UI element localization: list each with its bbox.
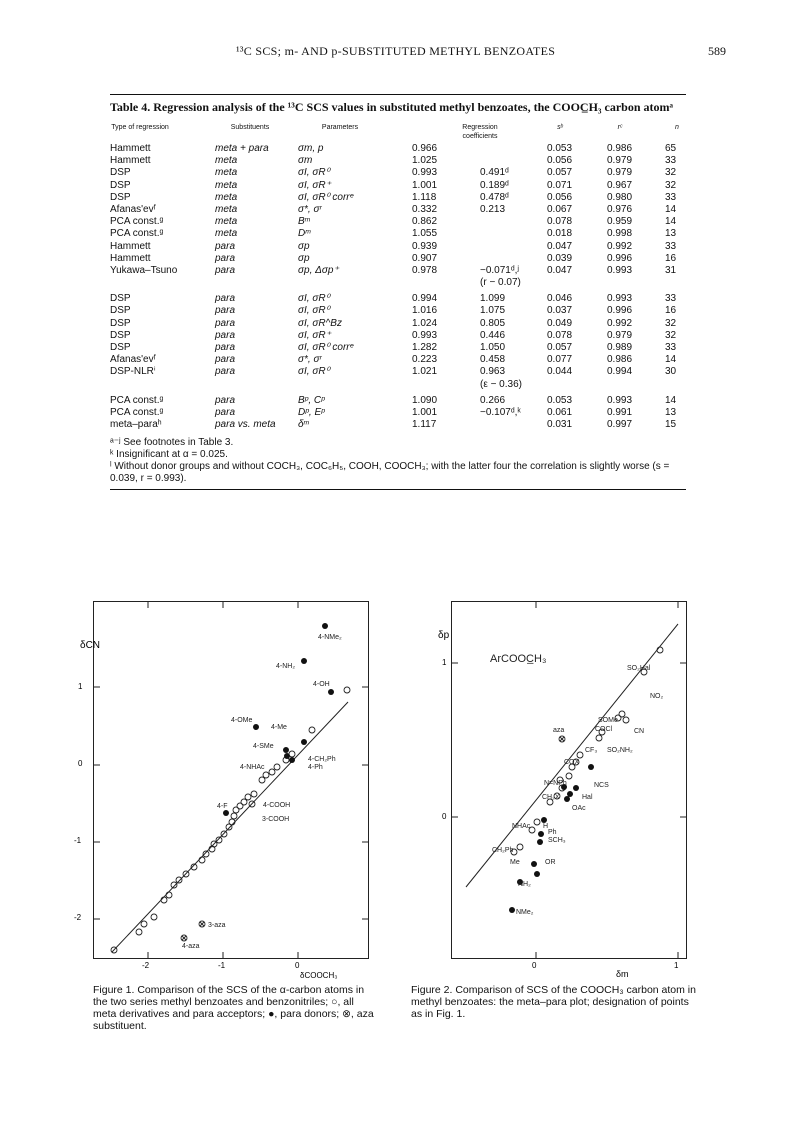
cell-s: 0.057 (547, 342, 573, 353)
cell-r: 0.993 (607, 394, 633, 406)
cell-n: 33 (665, 342, 677, 353)
point-label: 4-Me (271, 724, 287, 731)
cell-parameters: σI, σR⁰ (298, 366, 330, 378)
cell-parameters: σI, σR⁰ (298, 293, 330, 305)
cell-type: Afanas'evᶠ (110, 354, 156, 366)
header-substituents: Substituents (230, 124, 270, 131)
point-label: NHAc (512, 823, 531, 830)
cell-parameters: σp (298, 252, 310, 264)
table-footnotes (110, 437, 686, 485)
cell-coef-2: 0.189ᵈ (480, 179, 509, 191)
header-r: rᶜ (617, 124, 623, 131)
cell-r: 0.979 (607, 167, 633, 179)
header-type: Type of regression (111, 124, 169, 131)
cell-coef-2: (r − 0.07) (480, 277, 521, 289)
point-label: H (543, 823, 549, 830)
point-label: SO₂NH₂ (607, 747, 633, 754)
cell-substituents: para (215, 317, 236, 329)
x-tick-label: -1 (218, 961, 226, 970)
figure-2-title: ArCOOC̲H₃ (490, 653, 547, 665)
cell-s: 0.053 (547, 143, 573, 154)
cell-r: 0.986 (607, 143, 633, 154)
point-label: 4-OH (313, 681, 330, 688)
cell-coef-2: 1.050 (480, 342, 506, 353)
point-label: CH₂Ph (492, 847, 514, 854)
y-tick-label: -1 (74, 836, 82, 845)
cell-type: DSP (110, 167, 131, 179)
cell-coef-1: 1.001 (412, 406, 438, 418)
cell-parameters: Bᵐ (298, 216, 310, 228)
footnote: ᵃ⁻ʲ See footnotes in Table 3. (110, 437, 234, 449)
cell-parameters: Bᵖ, Cᵖ (298, 394, 325, 406)
header-n: n (675, 124, 679, 131)
point-label: 3-COOH (262, 816, 290, 823)
cell-s: 0.031 (547, 419, 573, 431)
cell-type: DSP (110, 191, 131, 203)
cell-type: DSP-NLRⁱ (110, 366, 156, 378)
y-tick-label: 0 (78, 759, 83, 768)
point-label: CF₃ (585, 747, 598, 754)
header-coefficients: Regression coefficients (462, 124, 498, 140)
cell-s: 0.049 (547, 317, 573, 329)
point-label: N=NPh (544, 780, 567, 787)
point-label: CH₂X (542, 794, 560, 801)
cell-parameters: δᵐ (298, 419, 309, 431)
cell-n: 13 (665, 228, 677, 240)
table-row (110, 155, 686, 167)
cell-coef-1: 0.939 (412, 240, 438, 252)
point-label: 4-CH₂Ph (308, 756, 336, 763)
cell-coef-1: 0.993 (412, 167, 438, 179)
cell-n: 14 (665, 354, 677, 366)
cell-type: Hammett (110, 252, 151, 264)
cell-type: PCA const.ᵍ (110, 216, 164, 228)
figure-1-axes (40, 590, 370, 990)
cell-parameters: σm (298, 155, 313, 167)
y-tick-label: -2 (74, 913, 82, 922)
cell-type: DSP (110, 305, 131, 317)
point-label: NCS (594, 782, 609, 789)
cell-coef-2: −0.071ᵈ,ʲ (480, 264, 520, 276)
cell-n: 32 (665, 179, 677, 191)
cell-parameters: σI, σR^Bz (298, 317, 342, 329)
cell-substituents: para (215, 293, 236, 305)
table-row (110, 354, 686, 366)
cell-coef-1: 1.118 (412, 191, 437, 203)
point-label: 4-OMe (231, 717, 253, 724)
cell-s: 0.067 (547, 203, 573, 215)
cell-n: 14 (665, 394, 677, 406)
figure-1-caption: Figure 1. Comparison of the SCS of the α-carbon atoms in the two series methyl benzoates and benzonitriles; ○, all meta derivatives and para acceptors; ●, para donors; ⊗, aza substituent. (93, 984, 374, 1032)
cell-s: 0.018 (547, 228, 573, 240)
cell-parameters: σp (298, 240, 310, 252)
cell-coef-2: 0.963 (480, 366, 506, 378)
point-label: OAc (572, 805, 586, 812)
cell-substituents: meta (215, 179, 238, 191)
cell-substituents: para vs. meta (215, 419, 276, 431)
cell-substituents: meta (215, 203, 238, 215)
cell-parameters: Dᵖ, Eᵖ (298, 406, 325, 418)
table-row (110, 407, 686, 419)
table-row (110, 204, 686, 216)
point-label: CN (634, 728, 645, 735)
cell-substituents: meta (215, 228, 238, 240)
point-label: OR (545, 859, 556, 866)
cell-n: 32 (665, 329, 677, 341)
cell-substituents: meta + para (215, 143, 269, 154)
figure-1-ylabel: δCN (80, 640, 101, 651)
cell-r: 0.967 (607, 179, 633, 191)
table-row (110, 419, 686, 431)
point-label: NMe₂ (516, 909, 534, 916)
table-row (110, 265, 686, 277)
cell-n: 33 (665, 155, 677, 167)
cell-coef-2: 0.491ᵈ (480, 167, 509, 179)
cell-coef-1: 0.966 (412, 143, 438, 154)
cell-substituents: meta (215, 191, 238, 203)
cell-parameters: σI, σR⁺ (298, 179, 331, 191)
table-body (110, 143, 686, 431)
cell-coef-2: 1.075 (480, 305, 506, 317)
cell-type: DSP (110, 179, 131, 191)
cell-substituents: para (215, 264, 236, 276)
cell-n: 16 (665, 305, 677, 317)
cell-s: 0.077 (547, 354, 573, 366)
cell-s: 0.039 (547, 252, 573, 264)
point-label: 4-aza (182, 943, 200, 950)
cell-parameters: σp, Δσp⁺ (298, 264, 339, 276)
cell-type: DSP (110, 317, 131, 329)
cell-n: 33 (665, 293, 677, 305)
cell-substituents: para (215, 406, 236, 418)
cell-substituents: para (215, 252, 236, 264)
x-tick-label: 1 (674, 961, 679, 970)
cell-r: 0.959 (607, 216, 633, 228)
cell-coef-1: 0.223 (412, 354, 438, 366)
cell-type: DSP (110, 342, 131, 353)
cell-r: 0.998 (607, 228, 633, 240)
cell-substituents: para (215, 305, 236, 317)
table-4 (110, 94, 686, 490)
figure-2-ylabel: δp (438, 630, 450, 641)
cell-coef-2: 1.099 (480, 293, 506, 305)
point-label: 4-SMe (253, 743, 274, 750)
table-row (110, 143, 686, 155)
cell-n: 31 (665, 264, 677, 276)
cell-type: PCA const.ᵍ (110, 394, 164, 406)
cell-n: 32 (665, 167, 677, 179)
cell-substituents: meta (215, 167, 238, 179)
cell-s: 0.056 (547, 155, 573, 167)
cell-type: Hammett (110, 240, 151, 252)
cell-type: meta–paraʰ (110, 419, 162, 431)
cell-s: 0.061 (547, 406, 573, 418)
header-parameters: Parameters (321, 124, 359, 131)
cell-coef-2: (ε − 0.36) (480, 378, 522, 390)
cell-coef-1: 0.978 (412, 264, 438, 276)
cell-s: 0.057 (547, 167, 573, 179)
cell-s: 0.047 (547, 264, 573, 276)
cell-n: 65 (665, 143, 677, 154)
x-tick-label: 0 (295, 961, 300, 970)
cell-coef-2: 0.805 (480, 317, 506, 329)
cell-coef-1: 1.282 (412, 342, 438, 353)
footnote: ˡ Without donor groups and without COCH₃, COC₆H₅, COOH, COOCH₃; with the latter four the correlation is slightly worse (s = 0.039, r = 0.993). (110, 461, 670, 485)
cell-type: DSP (110, 329, 131, 341)
table-row (110, 180, 686, 192)
cell-substituents: meta (215, 155, 238, 167)
cell-n: 15 (665, 419, 677, 431)
point-label: Hal (582, 794, 593, 801)
page-number: 589 (708, 44, 726, 58)
cell-type: Hammett (110, 143, 151, 154)
cell-r: 0.993 (607, 293, 633, 305)
running-head (0, 44, 796, 64)
figure-2-xlabel: δm (616, 969, 629, 979)
table-row (110, 216, 686, 228)
point-label: aza (553, 727, 565, 734)
table-row (110, 293, 686, 305)
table-row (110, 305, 686, 317)
cell-coef-1: 1.090 (412, 394, 438, 406)
table-row (110, 342, 686, 354)
table-row (110, 277, 686, 289)
cell-n: 32 (665, 317, 677, 329)
cell-r: 0.991 (607, 406, 633, 418)
cell-type: Yukawa–Tsuno (110, 264, 178, 276)
cell-type: DSP (110, 293, 131, 305)
cell-r: 0.992 (607, 317, 633, 329)
cell-r: 0.997 (607, 419, 633, 431)
footnote: ᵏ Insignificant at α = 0.025. (110, 449, 228, 461)
table-row (110, 192, 686, 204)
cell-coef-1: 1.021 (412, 366, 438, 378)
point-label: SCH₃ (548, 837, 566, 844)
cell-coef-1: 0.994 (412, 293, 438, 305)
cell-parameters: Dᵐ (298, 228, 311, 240)
cell-substituents: meta (215, 216, 238, 228)
cell-type: Hammett (110, 155, 151, 167)
table-row (110, 167, 686, 179)
cell-parameters: σI, σR⁺ (298, 329, 331, 341)
cell-n: 16 (665, 252, 677, 264)
cell-coef-2: 0.446 (480, 329, 506, 341)
cell-s: 0.044 (547, 366, 573, 378)
table-top-rule (110, 94, 686, 95)
point-label: 4-NMe₂ (318, 634, 342, 641)
cell-coef-2: −0.107ᵈ,ᵏ (480, 406, 521, 418)
x-tick-label: -2 (142, 961, 150, 970)
cell-parameters: σI, σR⁰ corrᵉ (298, 342, 354, 353)
cell-r: 0.996 (607, 252, 633, 264)
cell-coef-2: 0.213 (480, 203, 506, 215)
table-row (110, 253, 686, 265)
header-s: sᵇ (557, 124, 563, 131)
cell-coef-1: 1.055 (412, 228, 438, 240)
cell-r: 0.980 (607, 191, 633, 203)
cell-r: 0.989 (607, 342, 633, 353)
cell-parameters: σI, σR⁰ (298, 167, 330, 179)
cell-type: Afanas'evᶠ (110, 203, 156, 215)
cell-r: 0.979 (607, 155, 633, 167)
point-label: 4-NH₂ (276, 663, 296, 670)
table-bottom-rule (110, 489, 686, 490)
cell-type: PCA const.ᵍ (110, 406, 164, 418)
table-row (110, 379, 686, 391)
point-label: SOMe (598, 717, 618, 724)
cell-s: 0.078 (547, 216, 573, 228)
cell-s: 0.053 (547, 394, 573, 406)
cell-coef-2: 0.266 (480, 394, 506, 406)
table-row (110, 241, 686, 253)
cell-coef-1: 0.862 (412, 216, 438, 228)
cell-s: 0.056 (547, 191, 573, 203)
point-label: NO₂ (650, 693, 664, 700)
cell-coef-1: 0.332 (412, 203, 438, 215)
cell-coef-1: 0.907 (412, 252, 438, 264)
point-label: 4-F (217, 803, 228, 810)
figure-2-caption: Figure 2. Comparison of SCS of the COOCH₃ carbon atom in methyl benzoates: the meta–para plot; designation of points as in Fig. 1. (411, 984, 696, 1020)
cell-r: 0.976 (607, 203, 633, 215)
cell-r: 0.993 (607, 264, 633, 276)
table-row (110, 318, 686, 330)
cell-type: PCA const.ᵍ (110, 228, 164, 240)
cell-substituents: para (215, 354, 236, 366)
y-tick-label: 1 (78, 682, 83, 691)
cell-coef-1: 1.016 (412, 305, 438, 317)
cell-coef-1: 1.117 (412, 419, 437, 431)
point-label: 4-NHAc (240, 764, 265, 771)
cell-substituents: para (215, 394, 236, 406)
figure-2-axes (420, 590, 720, 990)
cell-coef-1: 1.001 (412, 179, 438, 191)
cell-s: 0.046 (547, 293, 573, 305)
cell-parameters: σI, σR⁰ (298, 305, 330, 317)
cell-parameters: σ*, σʳ (298, 354, 322, 366)
cell-substituents: para (215, 342, 236, 353)
cell-s: 0.071 (547, 179, 573, 191)
cell-s: 0.078 (547, 329, 573, 341)
running-title: ¹³C SCS; m- AND p-SUBSTITUTED METHYL BENZOATES (236, 44, 556, 58)
cell-n: 14 (665, 216, 677, 228)
x-tick-label: 0 (532, 961, 537, 970)
cell-r: 0.992 (607, 240, 633, 252)
cell-n: 30 (665, 366, 677, 378)
table-row (110, 330, 686, 342)
point-label: NH₂ (518, 881, 531, 888)
table-header (110, 119, 686, 143)
y-tick-label: 1 (442, 658, 447, 667)
cell-n: 14 (665, 203, 677, 215)
table-row (110, 395, 686, 407)
cell-n: 33 (665, 191, 677, 203)
cell-s: 0.037 (547, 305, 573, 317)
table-row (110, 366, 686, 378)
point-label: COCl (595, 726, 613, 733)
cell-substituents: para (215, 240, 236, 252)
cell-coef-2: 0.458 (480, 354, 506, 366)
table-row (110, 228, 686, 240)
cell-r: 0.986 (607, 354, 633, 366)
figure-1-xlabel: δCOOCH₃ (300, 971, 338, 980)
cell-coef-1: 1.024 (412, 317, 438, 329)
y-tick-label: 0 (442, 812, 447, 821)
cell-n: 13 (665, 406, 677, 418)
cell-substituents: para (215, 329, 236, 341)
point-label: Ph (548, 829, 557, 836)
cell-n: 33 (665, 240, 677, 252)
cell-parameters: σ*, σʳ (298, 203, 322, 215)
cell-substituents: para (215, 366, 236, 378)
cell-s: 0.047 (547, 240, 573, 252)
cell-r: 0.979 (607, 329, 633, 341)
cell-coef-1: 1.025 (412, 155, 438, 167)
point-label: SO₂Hal (627, 665, 651, 672)
cell-parameters: σm, p (298, 143, 324, 154)
point-label: 3-aza (208, 922, 226, 929)
cell-coef-2: 0.478ᵈ (480, 191, 509, 203)
cell-parameters: σI, σR⁰ corrᵉ (298, 191, 354, 203)
cell-r: 0.996 (607, 305, 633, 317)
point-label: COX (564, 759, 580, 766)
point-label: 4-Ph (308, 764, 323, 771)
table-caption: Table 4. Regression analysis of the ¹³C SCS values in substituted methyl benzoates, the COOC̲H₃ carbon atomᵃ (110, 100, 673, 114)
point-label: Me (510, 859, 520, 866)
cell-coef-1: 0.993 (412, 329, 438, 341)
point-label: 4-COOH (263, 802, 291, 809)
cell-r: 0.994 (607, 366, 633, 378)
